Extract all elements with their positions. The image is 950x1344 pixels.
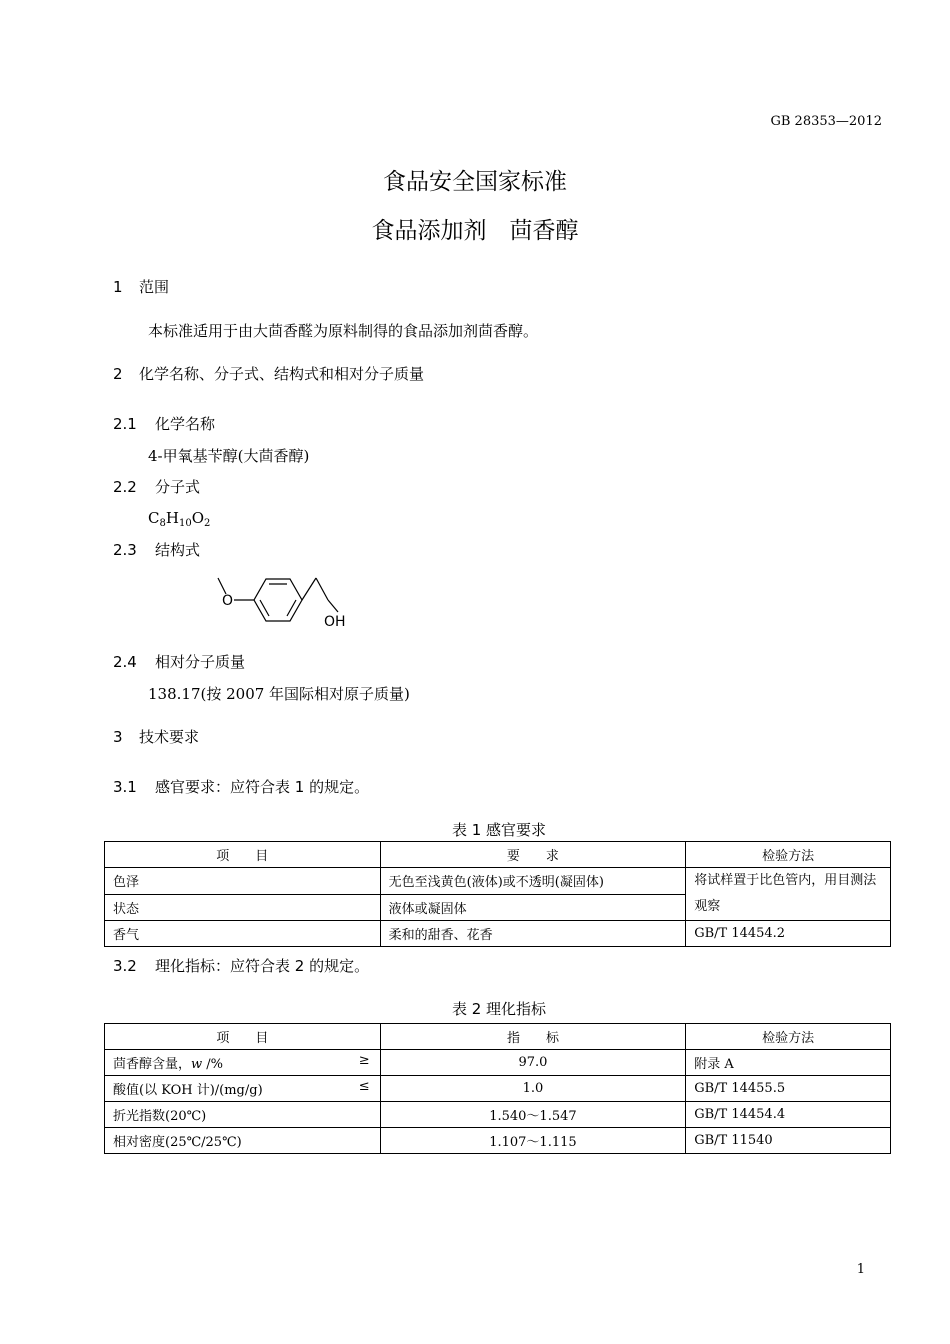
table-1-caption: 表 1 感官要求 [451, 821, 547, 839]
section-number: 2.1 [113, 415, 137, 433]
method-cell: GB/T 14454.2 [686, 921, 891, 947]
section-number: 2.2 [113, 478, 137, 496]
section-title: 范围 [139, 278, 170, 296]
table-row [105, 1050, 891, 1076]
header-cell: 检验方法 [686, 842, 891, 868]
standard-number: GB 28353—2012 [770, 114, 882, 129]
section-number: 2 [113, 365, 123, 383]
value-cell: 1.107～1.115 [380, 1128, 686, 1154]
section-2-1-heading [113, 413, 215, 434]
requirement-cell: 柔和的甜香、花香 [380, 921, 686, 947]
table-row [105, 1128, 891, 1154]
table-row [105, 868, 891, 895]
molecular-weight: 138.17(按 2007 年国际相对原子质量) [148, 685, 410, 703]
section-number: 3 [113, 728, 123, 746]
requirement-cell: 无色至浅黄色(液体)或不透明(凝固体) [380, 868, 686, 895]
table-row [105, 921, 891, 947]
item-cell: 色泽 [105, 868, 381, 895]
item-cell: 折光指数(20℃) [105, 1102, 381, 1128]
section-title: 技术要求 [139, 728, 200, 746]
table-row [105, 1076, 891, 1102]
section-title: 相对分子质量 [155, 653, 246, 671]
section-3-1-heading [113, 776, 369, 797]
table-1-sensory [104, 841, 891, 947]
document-title: 食品安全国家标准 [383, 169, 567, 195]
section-number: 3.2 [113, 957, 137, 975]
section-title: 化学名称 [155, 415, 216, 433]
value-cell: 97.0 [380, 1050, 686, 1076]
section-title: 感官要求：应符合表 1 的规定。 [155, 778, 370, 796]
page-number: 1 [856, 1262, 865, 1277]
table-row [105, 1102, 891, 1128]
section-2-3-heading [113, 539, 200, 560]
comparison-symbol: ≥ [358, 1053, 370, 1068]
item-cell: 相对密度(25℃/25℃) [105, 1128, 381, 1154]
section-number: 2.3 [113, 541, 137, 559]
section-3-2-heading [113, 955, 369, 976]
value-cell: 1.0 [380, 1076, 686, 1102]
header-cell: 项 目 [105, 1024, 381, 1050]
section-2-2-heading [113, 476, 200, 497]
section-title: 化学名称、分子式、结构式和相对分子质量 [139, 365, 425, 383]
section-1-body: 本标准适用于由大茴香醛为原料制得的食品添加剂茴香醇。 [148, 322, 539, 340]
structural-formula [200, 570, 370, 632]
table-header-row [105, 1024, 891, 1050]
molecular-formula: $C_8H_{10}O_2$ [148, 509, 211, 529]
section-2-heading [113, 363, 424, 384]
table-2-caption: 表 2 理化指标 [451, 1000, 547, 1018]
item-cell: 茴香醇含量，w /% ≥ [105, 1050, 381, 1076]
section-3-heading [113, 726, 199, 747]
header-cell: 指 标 [380, 1024, 686, 1050]
item-cell: 状态 [105, 894, 381, 921]
document-subtitle: 食品添加剂 茴香醇 [371, 218, 579, 244]
header-cell: 项 目 [105, 842, 381, 868]
oxygen-label: O [222, 593, 234, 609]
section-title: 结构式 [155, 541, 201, 559]
section-2-4-heading [113, 651, 245, 672]
table-header-row [105, 842, 891, 868]
item-cell: 香气 [105, 921, 381, 947]
section-title: 理化指标：应符合表 2 的规定。 [155, 957, 370, 975]
value-cell: 1.540～1.547 [380, 1102, 686, 1128]
section-number: 2.4 [113, 653, 137, 671]
method-cell: GB/T 14454.4 [686, 1102, 891, 1128]
section-title: 分子式 [155, 478, 201, 496]
requirement-cell: 液体或凝固体 [380, 894, 686, 921]
method-cell: GB/T 14455.5 [686, 1076, 891, 1102]
section-1-heading [113, 276, 169, 297]
header-cell: 检验方法 [686, 1024, 891, 1050]
item-cell: 酸值(以 KOH 计)/(mg/g) ≤ [105, 1076, 381, 1102]
table-2-physicochemical [104, 1023, 891, 1154]
method-cell: GB/T 11540 [686, 1128, 891, 1154]
method-cell: 附录 A [686, 1050, 891, 1076]
comparison-symbol: ≤ [358, 1079, 370, 1094]
section-number: 1 [113, 278, 123, 296]
header-cell: 要 求 [380, 842, 686, 868]
method-cell: 将试样置于比色管内，用目测法观察 [686, 868, 891, 921]
chemical-name: 4-甲氧基苄醇(大茴香醇) [148, 447, 310, 465]
hydroxyl-label: OH [324, 614, 346, 630]
section-number: 3.1 [113, 778, 137, 796]
